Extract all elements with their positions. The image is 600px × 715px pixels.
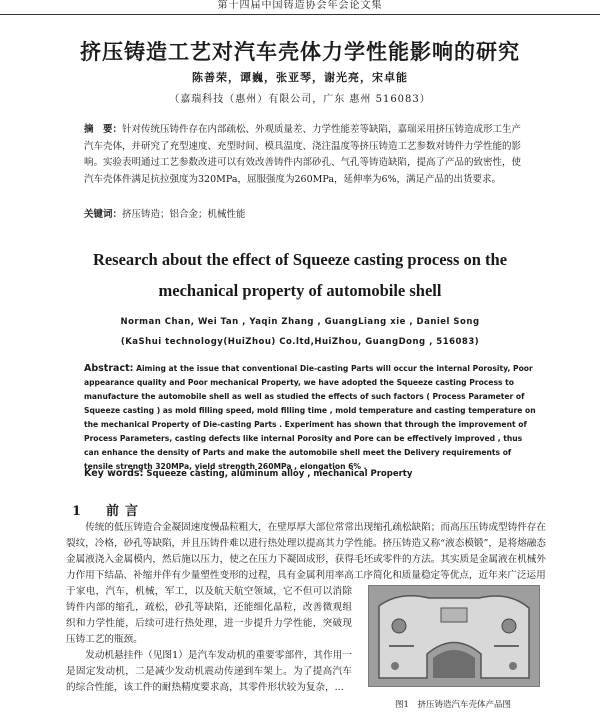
paper-title-en: Research about the effect of Squeeze casting process on the mechanical property of automobile shell (92, 250, 508, 300)
intro-paragraph-2: 发动机悬挂件（见图1）是汽车发动机的重要零部件，其作用一是固定发动机，二是减少发动机震动传递到车架上。为了提高汽车的综合性能，该工件的耐热精度要求高，其零件形状较为复杂，... (66, 650, 352, 693)
casting-photo-icon (369, 586, 539, 686)
affiliation-cn: （嘉瑞科技（惠州）有限公司，广东 惠州 516083） (169, 94, 431, 105)
running-header: 第十四届中国铸造协会年会论文集 (0, 0, 600, 15)
abstract-en-label: Abstract: (84, 363, 134, 374)
authors-en: Norman Chan, Wei Tan , Yaqin Zhang , GuangLiang xie , Daniel Song (120, 317, 480, 327)
abstract-en (84, 362, 536, 474)
figure-automobile-shell (368, 585, 540, 687)
intro-paragraph-1-rest: 于家电，汽车，机械，军工，以及航天航空领域，它不但可以消除铸件内部的缩孔，疏松，砂孔等缺陷，还能细化晶粒，改善微观组织和力学性能，后续可进行热处理，进一步提升力学性能，突破现压铸工艺的瓶颈。 (66, 586, 352, 645)
abstract-cn (84, 122, 528, 188)
keywords-cn-text: 挤压铸造；铝合金；机械性能 (122, 209, 246, 220)
authors-cn: 陈善荣，谭巍，张亚琴，谢光亮，宋卓能 (192, 71, 408, 84)
figure-caption: 图1 挤压铸造汽车壳体产品图 (395, 700, 511, 710)
keywords-cn (84, 206, 528, 220)
keywords-cn-label: 关键词： (84, 209, 123, 220)
abstract-cn-label: 摘 要： (84, 124, 123, 135)
intro-column (66, 584, 352, 696)
keywords-en-text: Squeeze casting, aluminum alloy , mechanical Property (146, 469, 413, 479)
abstract-cn-text: 针对传统压铸件存在内部疏松、外观质量差、力学性能差等缺陷，嘉瑞采用挤压铸造成形工生产汽车壳体，并研究了充型速度、充型时间、模具温度、浇注温度等挤压铸造工艺参数对铸件力学性能的影响。实验表明通过工艺参数改进可以有效改善铸件内部砂孔、气孔等铸造缺陷，提高了产品的致密性，使汽车壳体件满足抗拉强度为320MPa，屈服强度为260MPa，延伸率为6%，满足产品的出货要求。 (84, 124, 522, 185)
abstract-en-text: Aiming at the issue that conventional Die-casting Parts will occur the internal Porosity, Poor appearance quality and Poor mechanical Property, we have adopted the Squeeze casting Process to manufacture the automobile shell as well as studied the effects of such factors ( Process Parameter of Squeeze casting ) as mold filling speed, mold filling time , mold temperature and casting temperature on the mechanical Property of Die-casting Parts . Experiment has shown that through the improvement of Process Parameters, casting defects like internal Porosity and Pore can be effectively improved , thus can enhance the density of Parts and make the automobile shell meet the Delivery requirements of tensile strength 320MPa, yield strength 260MPa , elongation 6% . (84, 364, 536, 471)
affiliation-en: (KaShui technology(HuiZhou) Co.ltd,HuiZhou, GuangDong , 516083) (120, 337, 480, 347)
keywords-en-label: Key words: (84, 468, 144, 479)
keywords-en (84, 468, 536, 479)
paper-title-cn: 挤压铸造工艺对汽车壳体力学性能影响的研究 (80, 40, 520, 64)
section-heading-intro: 1 前言 (72, 504, 145, 519)
intro-paragraph-1-top: 传统的低压铸造合金凝固速度慢晶粒粗大，在壁厚厚大部位常常出现缩孔疏松缺陷；而高压压铸成型铸件存在裂纹，冷格，砂孔等缺陷，并且压铸件难以进行热处理以提高其力学性能。挤压铸造又称“液态模锻”，是将熔融态金属液浇入金属模内，然后施以压力，使之在压力下凝固成形，获得毛坯或零件的方法。其实质是金属液在机械外力作用下结晶、补缩并伴有少量塑性变形的过程，具有金属利用率高工序简化和质量稳定等优点，近年来广泛运用 (66, 522, 546, 581)
